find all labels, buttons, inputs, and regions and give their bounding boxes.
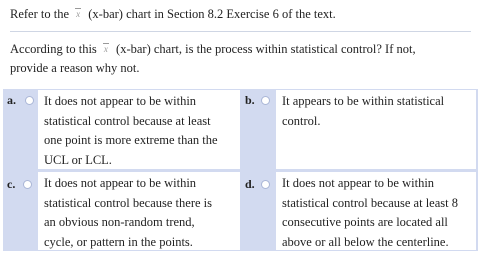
option-c-text-cell[interactable]	[38, 172, 240, 250]
option-a-line1: It does not appear to be within	[44, 94, 197, 108]
option-a-line4: UCL or LCL.	[44, 152, 112, 167]
reference-suffix: (x-bar) chart in Section 8.2 Exercise 6 of the text.	[88, 7, 336, 21]
option-d-text-cell[interactable]	[276, 172, 476, 250]
question-prompt-line1	[10, 42, 416, 57]
option-d-line3: consecutive points are located all	[282, 215, 448, 229]
option-c-line2: statistical control because there is	[44, 195, 212, 210]
question-prompt-line2: provide a reason why not.	[10, 61, 140, 75]
option-d-line2: statistical control because at least 8	[282, 195, 458, 210]
option-a-line2: statistical control because at least	[44, 113, 211, 128]
option-b-line1: It appears to be within statistical	[282, 94, 445, 108]
option-c-line1: It does not appear to be within	[44, 176, 197, 190]
option-b-text-cell[interactable]	[276, 90, 476, 169]
option-d-label: d.	[245, 177, 255, 191]
option-c-line4: cycle, or pattern in the points.	[44, 234, 193, 249]
option-b-radio[interactable]	[261, 96, 270, 105]
option-a-line3: one point is more extreme than the	[44, 133, 218, 147]
option-a-label: a.	[7, 93, 16, 107]
option-d-radio[interactable]	[261, 180, 270, 189]
option-b-label: b.	[245, 93, 255, 107]
option-c-line3: an obvious non-random trend,	[44, 215, 195, 229]
question-divider	[10, 31, 471, 32]
option-b-line2: control.	[282, 113, 321, 128]
option-c-radio[interactable]	[23, 180, 32, 189]
question-reference	[10, 7, 336, 22]
option-d-line1: It does not appear to be within	[282, 176, 435, 190]
option-a-text-cell[interactable]	[38, 90, 240, 169]
option-a-radio[interactable]	[25, 96, 34, 105]
option-d-line4: above or all below the centerline.	[282, 234, 449, 249]
prompt-prefix: According to this	[10, 42, 97, 56]
reference-prefix: Refer to the	[10, 7, 70, 21]
xbar-symbol: x	[76, 9, 81, 19]
xbar-symbol: x	[103, 44, 108, 54]
answer-options-grid	[3, 89, 478, 251]
prompt-line1-suffix: (x-bar) chart, is the process within statistical control? If not,	[116, 42, 416, 56]
option-c-label: c.	[7, 177, 16, 191]
